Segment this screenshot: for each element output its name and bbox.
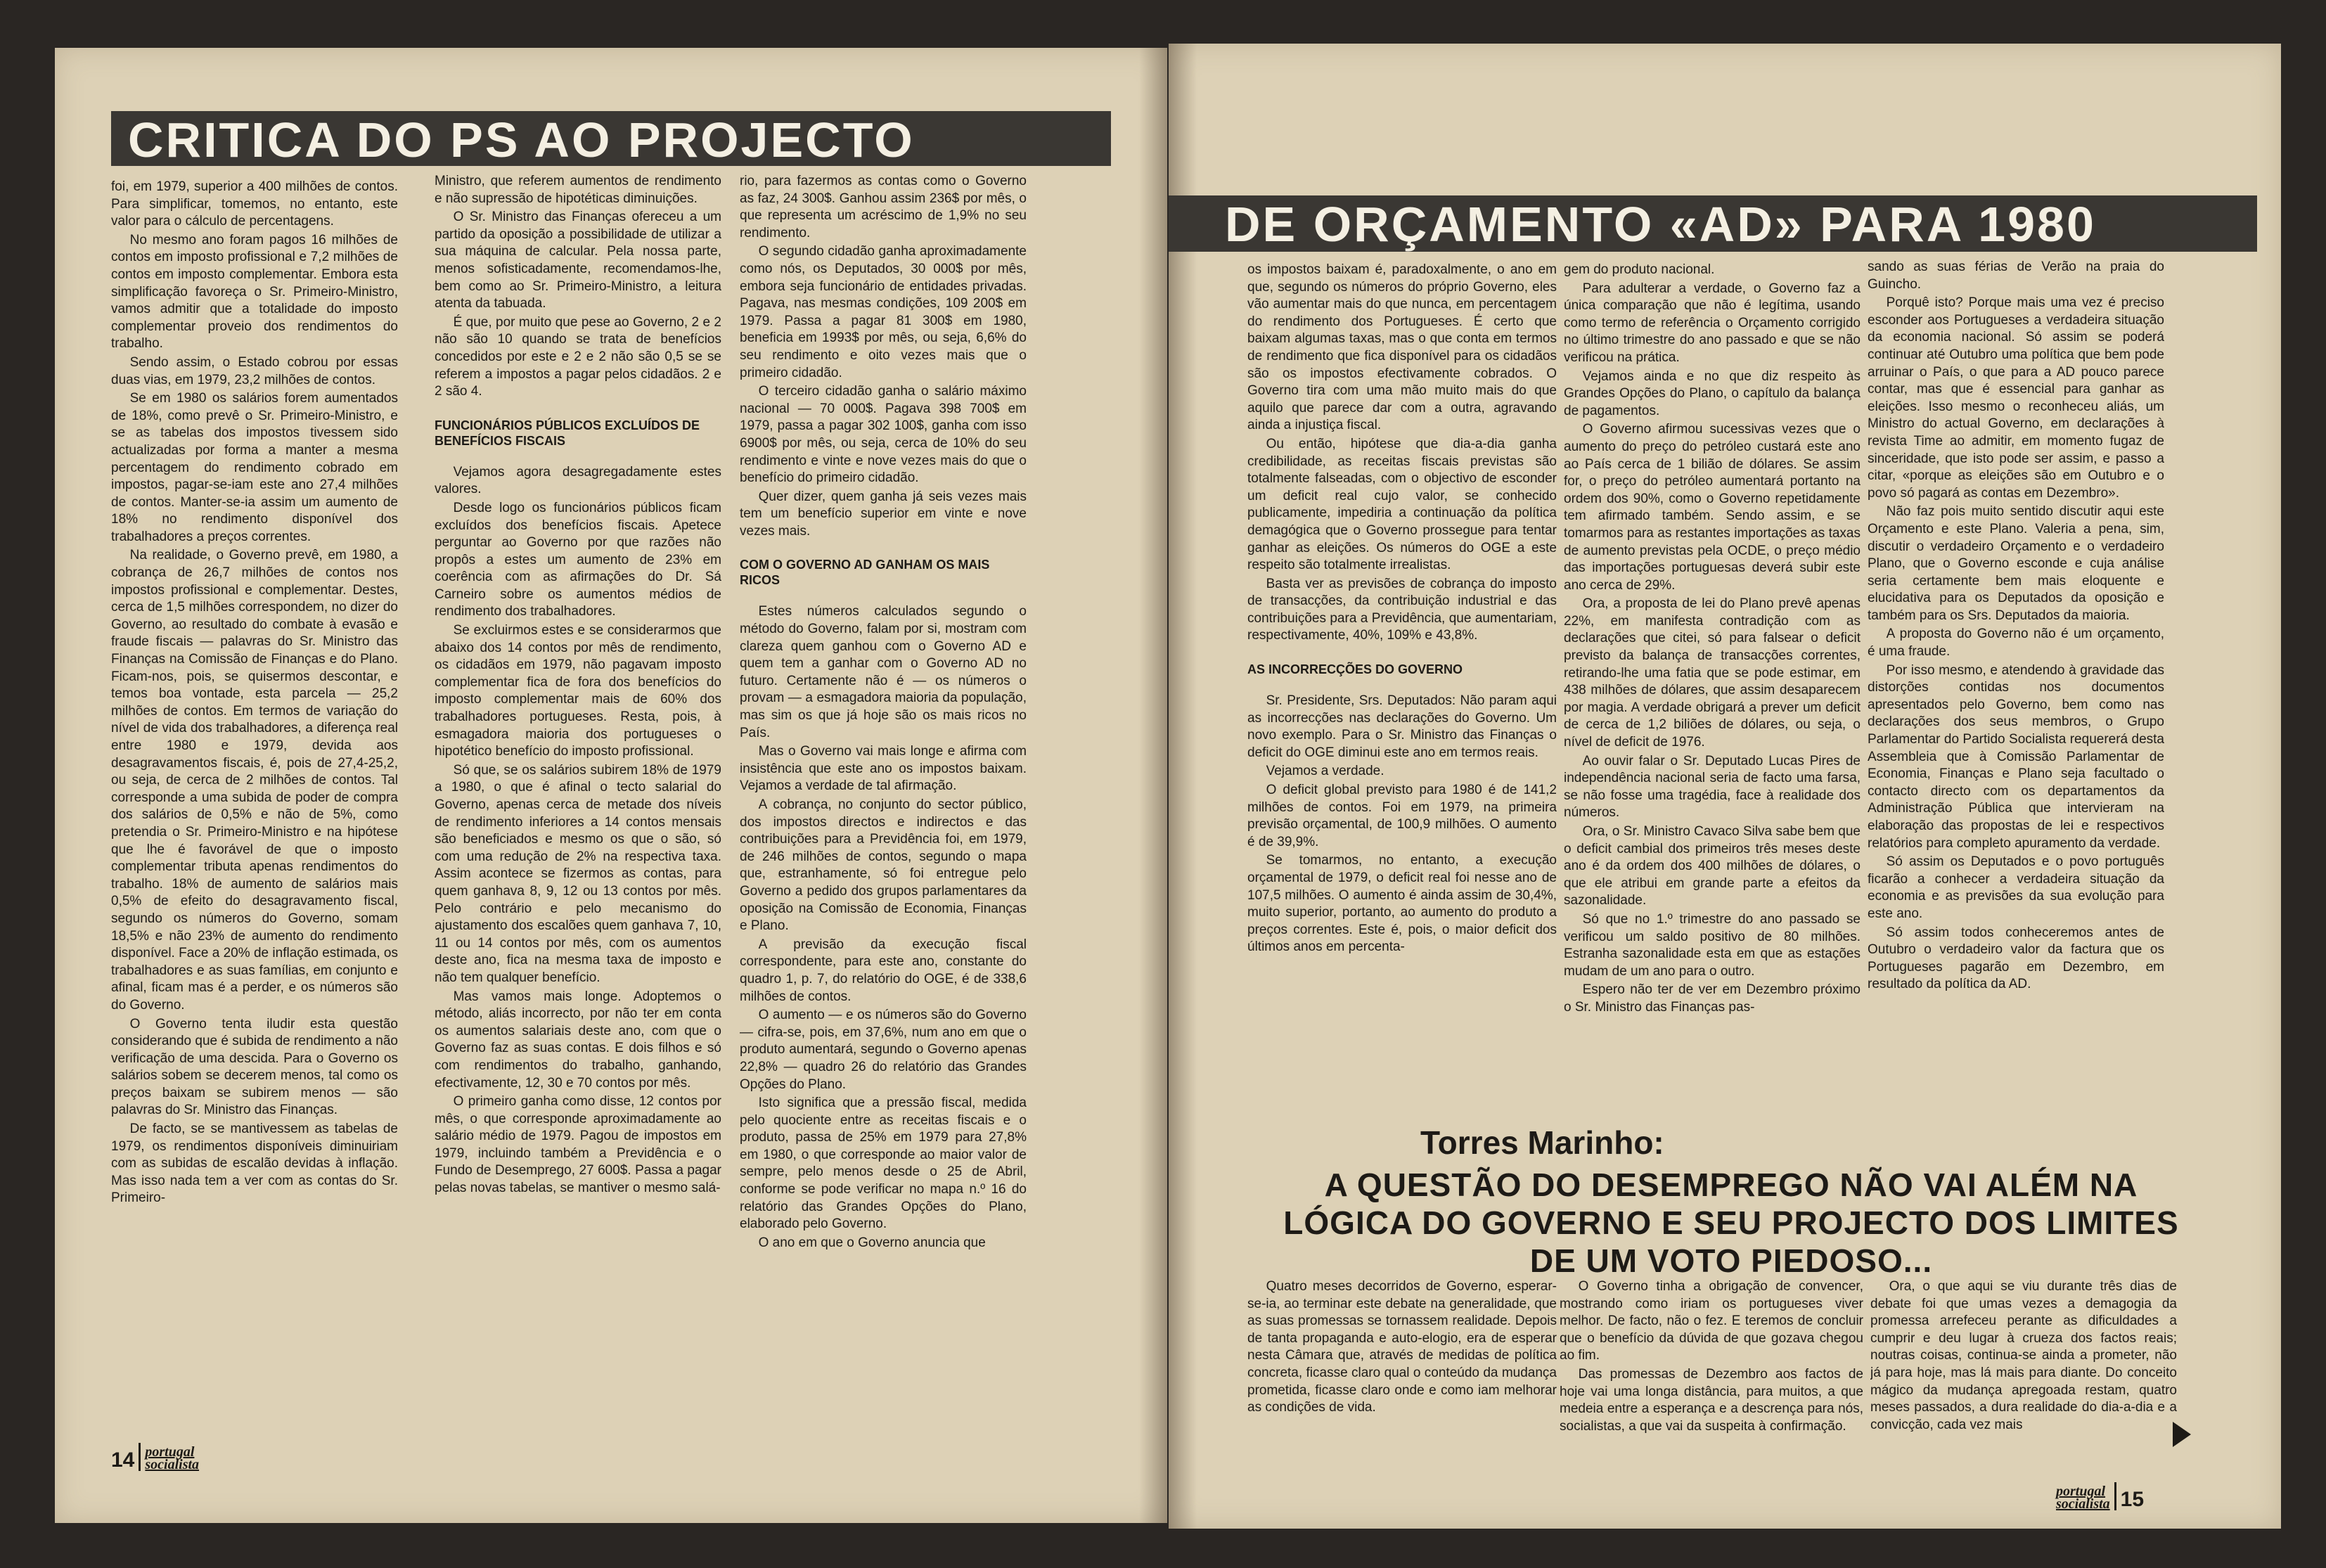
paragraph: No mesmo ano foram pagos 16 milhões de contos em imposto profissional e 7,2 milhões de contos em imposto complementar. Embora esta simplificação favoreça o Sr. Primeiro-Ministro, vamos admitir que a totalidade do imposto complementar proveio dos rendimentos do trabalho.	[111, 232, 398, 352]
sidebar-author: Torres Marinho:	[1420, 1124, 1664, 1161]
continued-arrow-icon	[2173, 1422, 2191, 1447]
paragraph: A proposta do Governo não é um orçamento, é uma fraude.	[1868, 626, 2164, 660]
paragraph: Sendo assim, o Estado cobrou por essas duas vias, em 1979, 23,2 milhões de contos.	[111, 354, 398, 387]
page-number: 14	[111, 1448, 135, 1472]
paragraph: Estes números calculados segundo o método do Governo, falam por si, mostram com clareza quem ganhou com o Governo AD e quem tem a ganhar com o Governo AD no futuro. Certamente não é — os números o provam — a esmagadora maioria da população, mas sim os que já hoje são os mais ricos no País.	[740, 604, 1027, 740]
paragraph: A cobrança, no conjunto do sector público, dos impostos directos e indirectos e das contribuições para a Previdência foi, em 1979, de 246 milhões de contos, segundo o mapa que, estranhamente, só foi entregue pelo Governo a pedido dos grupos parlamentares da oposição na Comissão de Economia, Finanças e Plano.	[740, 797, 1027, 934]
paragraph: os impostos baixam é, paradoxalmente, o ano em que, segundo os números do próprio Governo, eles vão aumentar mais do que nunca, em percentagem do rendimento dos Portugueses. É certo que baixam algumas taxas, mas o que conta em termos de rendimento que fica disponível para os cidadãos são os impostos efectivamente cobrados. O Governo tira com uma mão muito mais do que aquilo que parece dar com a outra, agravando ainda a injustiça fiscal.	[1247, 262, 1557, 433]
paragraph: Só assim todos conheceremos antes de Outubro o verdadeiro valor da factura que os Portugueses pagarão em Dezembro, em resultado da política da AD.	[1868, 925, 2164, 992]
logo-line: socialista	[145, 1457, 200, 1472]
section-heading: FUNCIONÁRIOS PÚBLICOS EXCLUÍDOS DE BENEFÍCIOS FISCAIS	[435, 418, 700, 448]
paragraph: Quatro meses decorridos de Governo, esperar-se-ia, ao terminar este debate na generalidade, que as suas promessas se tornassem realidade. Depois de tanta propaganda e auto-elogio, era de esperar nesta Câmara que, através de medidas de política concreta, ficasse claro qual o conteúdo da mudança prometida, ficasse claro onde e como iam melhorar as condições de vida.	[1247, 1279, 1557, 1415]
paragraph: Na realidade, o Governo prevê, em 1980, a cobrança de 26,7 milhões de contos nos impostos profissional e complementar. Destes, cerca de 1,5 milhões correspondem, no dizer do Governo, ao resultado do combate à evasão e fraude fiscais — palavras do Sr. Ministro das Finanças na Comissão de Finanças e do Plano. Ficam-nos, pois, se quisermos descontar, e temos boa vontade, esta parcela — 25,2 milhões de contos. Em termos de variação do nível de vida dos trabalhadores, a diferença real entre 1980 e 1979, devida aos desagravamentos fiscais, é, pois de 27,4-25,2, ou seja, de cerca de 2 milhões de contos. Tal corresponde a uma subida de poder de compra dos salários de 0,5% e não de 5%, como pretendia o Sr. Primeiro-Ministro e na hipótese que lhe é favorável de que o imposto complementar tributa apenas rendimentos do trabalho. 18% de aumento de salários mais 0,5% de efeito do desagravamento fiscal, segundo os números do Governo, somam 18,5% e não 23% de aumento do rendimento disponível. Face a 20% de inflação estimada, os trabalhadores e as suas famílias, em conjunto e afinal, ficam mas é a perder, e os números são do Governo.	[111, 548, 398, 1013]
paragraph: É que, por muito que pese ao Governo, 2 e 2 não são 10 quando se trata de benefícios concedidos por este e 2 e 2 não são 0,5 se se referem a impostos a pagar pelos cidadãos. 2 e 2 são 4.	[435, 314, 721, 399]
paragraph: O Governo tenta iludir esta questão considerando que é subida de rendimento a não verificação de uma descida. Para o Governo os salários sobem se decerem menos, tal como os preços baixam se subirem menos — são palavras do Sr. Ministro das Finanças.	[111, 1016, 398, 1118]
paragraph: Para adulterar a verdade, o Governo faz a única comparação que não é legítima, usando como termo de referência o Orçamento corrigido no último trimestre do ano passado e que se não verificou na prática.	[1564, 281, 1861, 365]
paragraph: O terceiro cidadão ganha o salário máximo nacional — 70 000$. Pagava 398 700$ em 1979, passa a pagar 302 100$, ganha com isso 6900$ por mês, ou seja, cerca de 10% do seu rendimento e vinte e nove vezes mais do que o benefício do primeiro cidadão.	[740, 384, 1027, 486]
paragraph: Porquê isto? Porque mais uma vez é preciso esconder aos Portugueses a verdadeira situação da economia nacional. Só assim se poderá continuar até Outubro uma política que bem pode arruinar o País, o que para a AD pouco parece contar, mas que é essencial para ganhar as eleições. Isso mesmo o reconheceu aliás, um Ministro do actual Governo, em declarações à revista Time ao admitir, em momento fugaz de sinceridade, que isto pode ser assim, e passo a citar, «porque as eleições são em Outubro e o povo só pagará as contas em Dezembro».	[1868, 295, 2164, 501]
sidebar-headline: A QUESTÃO DO DESEMPREGO NÃO VAI ALÉM NA LÓGICA DO GOVERNO E SEU PROJECTO DOS LIMITES DE UM VOTO PIEDOSO...	[1283, 1167, 2179, 1279]
publication-logo	[2056, 1485, 2110, 1510]
paragraph: Ao ouvir falar o Sr. Deputado Lucas Pires de independência nacional seria de facto uma farsa, se não fosse uma tragédia, face à realidade dos números.	[1564, 753, 1861, 821]
paragraph: Ou então, hipótese que dia-a-dia ganha credibilidade, as receitas fiscais previstas são totalmente falseadas, com o objectivo de esconder um deficit real cujo valor, se conhecido publicamente, impediria a continuação da política demagógica que o Governo prossegue para tentar ganhar as eleições. Os números do OGE a este respeito são totalmente irrealistas.	[1247, 436, 1557, 573]
paragraph: Por isso mesmo, e atendendo à gravidade das distorções contidas nos documentos apresentados pelo Governo, bem como nas declarações dos seus membros, o Grupo Parlamentar do Partido Socialista requererá desta Assembleia que à Comissão Parlamentar de Economia, Finanças e Plano seja facultado o contacto directo com os departamentos da Administração Pública que intervieram na elaboração das propostas de lei e respectivos relatórios para completo apuramento da verdade.	[1868, 662, 2164, 851]
paragraph: Isto significa que a pressão fiscal, medida pelo quociente entre as receitas fiscais e o produto, passa de 25% em 1979 para 27,8% em 1980, o que corresponde ao maior valor de sempre, pelo menos desde o 25 de Abril, conforme se pode verificar no mapa n.º 16 do relatório das Grandes Opções do Plano, elaborado pelo Governo.	[740, 1095, 1027, 1232]
sidebar-column-2	[1560, 1278, 1863, 1489]
paragraph: O primeiro ganha como disse, 12 contos por mês, o que corresponde aproximadamente ao salário médio de 1979. Pagou de impostos em 1979, incluindo também a Previdência e o Fundo de Desemprego, 27 600$. Passa a pagar pelas novas tabelas, se mantiver o mesmo salá-	[435, 1094, 721, 1196]
page-number: 15	[2120, 1488, 2145, 1511]
paragraph: Vejamos agora desagregadamente estes valores.	[435, 464, 721, 497]
paragraph: Das promessas de Dezembro aos factos de hoje vai uma longa distância, para muitos, a que medeia entre a esperança e a descrença para nós, socialistas, a que vai da suspeita à confirmação.	[1560, 1366, 1863, 1434]
paragraph: Ora, o que aqui se viu durante três dias de debate foi que umas vezes a demagogia da promessa arrefeceu perante as dificuldades a cumprir e deu lugar à crueza dos factos reais; noutras coisas, continua-se ainda a prometer, não já para hoje, mas lá mais para diante. Do conceito mágico da mudança apregoada restam, quatro meses passados, a dura realidade do dia-a-dia e a convicção, cada vez mais	[1870, 1279, 2177, 1432]
paragraph: O Governo tinha a obrigação de convencer, mostrando como iriam os portugueses viver melhor. De facto, não o fez. E teremos de concluir que o benefício da dúvida de que gozava chegou ao fim.	[1560, 1279, 1863, 1363]
paragraph: Desde logo os funcionários públicos ficam excluídos dos benefícios fiscais. Apetece perguntar ao Governo por que razões não propôs a estes um aumento de 23% em coerência com as afirmações do Dr. Sá Carneiro sobre os aumentos médios de rendimento dos trabalhadores.	[435, 500, 721, 619]
sidebar-column-3	[1870, 1278, 2177, 1489]
paragraph: Sr. Presidente, Srs. Deputados: Não param aqui as incorrecções nas declarações do Governo. Um novo exemplo. Para o Sr. Ministro das Finanças o deficit do OGE diminui este ano em termos reais.	[1247, 693, 1557, 760]
paragraph: O Governo afirmou sucessivas vezes que o aumento do preço do petróleo custará este ano ao País cerca de 1 bilião de dólares. Se assim for, o preço do petróleo aumentará portanto na ordem dos 90%, como o Governo repetidamente tem afirmado também. Sendo assim, e se tomarmos para as restantes importações as taxas de aumento previstas pela OCDE, o preço médio das importações portuguesas deverá subir este ano cerca de 29%.	[1564, 422, 1861, 593]
article-column-1	[111, 179, 398, 1416]
paragraph: foi, em 1979, superior a 400 milhões de contos. Para simplificar, tomemos, no entanto, este valor para o cálculo de percentagens.	[111, 179, 398, 229]
paragraph: Só que no 1.º trimestre do ano passado se verificou um saldo positivo de 80 milhões. Estranha sazonalidade esta em que as estações mudam de um ano para o outro.	[1564, 911, 1861, 979]
paragraph: De facto, se se mantivessem as tabelas de 1979, os rendimentos disponíveis diminuiriam com as subidas de escalão devidas à inflação. Mas isso nada tem a ver com as contas do Sr. Primeiro-	[111, 1122, 398, 1206]
paragraph: Só que, se os salários subirem 18% de 1979 a 1980, o que é afinal o tecto salarial do Governo, apenas cerca de metade dos níveis de rendimento inferiores a 14 contos mensais são beneficiados e mesmo os que o são, só com uma redução de 2% na respectiva taxa. Assim acontece se fizermos as contas, para quem ganhava 8, 9, 12 ou 13 contos por mês. Pelo contrário e pelo mecanismo do ajustamento dos escalões quem ganhava 7, 10, 11 ou 14 contos por mês, com os aumentos deste ano, fica na mesma taxa de imposto e não tem qualquer benefício.	[435, 762, 721, 985]
sidebar-column-1	[1247, 1278, 1557, 1489]
article-column-2	[435, 173, 721, 1418]
headline-banner-right: DE ORÇAMENTO «AD» PARA 1980	[1169, 195, 2257, 252]
paragraph: gem do produto nacional.	[1564, 262, 1715, 277]
gutter-shadow	[1169, 44, 1197, 1529]
paragraph: Se tomarmos, no entanto, a execução orçamental de 1979, o deficit real foi nesse ano de 107,5 milhões. O aumento é ainda assim de 30,4%, muito superior, portanto, ao aumento do produto a preços correntes. Este é, pois, o maior deficit dos últimos anos em percenta-	[1247, 853, 1557, 955]
paragraph: A previsão da execução fiscal correspondente, para este ano, constante do quadro 1, p. 7, do relatório do OGE, é de 338,6 milhões de contos.	[740, 937, 1027, 1004]
right-page	[1169, 44, 2281, 1529]
paragraph: Só assim os Deputados e o povo português ficarão a conhecer a verdadeira situação da economia e as previsões da sua evolução para este ano.	[1868, 854, 2164, 921]
paragraph: Não faz pois muito sentido discutir aqui este Orçamento e este Plano. Valeria a pena, sim, discutir o verdadeiro Orçamento e o verdadeiro Plano, que o Governo esconde e cuja análise seria certamente bem mais eloquente e elucidativa para os Deputados da oposição e também para os Srs. Deputados da maioria.	[1868, 504, 2164, 623]
headline-banner-left: CRITICA DO PS AO PROJECTO	[111, 111, 1111, 166]
logo-line: portugal	[145, 1444, 195, 1460]
article-column-5	[1564, 262, 1861, 1077]
paragraph: Espero não ter de ver em Dezembro próximo o Sr. Ministro das Finanças pas-	[1564, 982, 1861, 1015]
paragraph: O segundo cidadão ganha aproximadamente como nós, os Deputados, 30 000$ por mês, embora seja funcionário de entidades privadas. Pagava, nas mesmas condições, 109 200$ em 1979. Passa a pagar 81 300$ em 1980, beneficia em 1993$ por mês, ou seja, 6,6% do seu rendimento e oito vezes mais que o primeiro cidadão.	[740, 244, 1027, 380]
logo-line: portugal	[2056, 1484, 2106, 1499]
folio-left	[111, 1443, 199, 1471]
paragraph: rio, para fazermos as contas como o Governo as faz, 24 300$. Ganhou assim 236$ por mês, o que representa um acréscimo de 1,9% no seu rendimento.	[740, 174, 1027, 240]
section-heading: COM O GOVERNO AD GANHAM OS MAIS RICOS	[740, 558, 990, 588]
paragraph: Quer dizer, quem ganha já seis vezes mais tem um benefício superior em vinte e nove vezes mais.	[740, 489, 1027, 539]
paragraph: Ora, o Sr. Ministro Cavaco Silva sabe bem que o deficit cambial dos primeiros três meses deste ano é da ordem dos 400 milhões de dólares, o que ele atribui em grande parte a efeitos da sazonalidade.	[1564, 824, 1861, 908]
paragraph: Mas vamos mais longe. Adoptemos o método, aliás incorrecto, por não ter em conta os aumentos salariais deste ano, com que o Governo faz as suas contas. E dois filhos e só com rendimentos do trabalho, ganhando, efectivamente, 12, 30 e 70 contos por mês.	[435, 989, 721, 1091]
folio-divider	[2114, 1482, 2116, 1510]
paragraph: Mas o Governo vai mais longe e afirma com insistência que este ano os impostos baixam. Vejamos a verdade de tal afirmação.	[740, 744, 1027, 794]
article-column-3	[740, 173, 1027, 1418]
paragraph: O deficit global previsto para 1980 é de 141,2 milhões de contos. Foi em 1979, na primeira previsão orçamental, de 100,9 milhões. O aumento é de 39,9%.	[1247, 783, 1557, 849]
paragraph: sando as suas férias de Verão na praia do Guincho.	[1868, 259, 2164, 292]
section-heading: AS INCORRECÇÕES DO GOVERNO	[1247, 662, 1463, 677]
logo-line: socialista	[2056, 1496, 2110, 1512]
paragraph: Vejamos a verdade.	[1266, 764, 1384, 779]
publication-logo	[145, 1446, 199, 1471]
paragraph: Basta ver as previsões de cobrança do imposto de transacções, da contribuição industrial e das contribuições para a Previdência, que aumentariam, respectivamente, 40%, 109% e 43,8%.	[1247, 576, 1557, 643]
paragraph: O ano em que o Governo anuncia que	[758, 1235, 986, 1250]
paragraph: Se excluirmos estes e se considerarmos que abaixo dos 14 contos por mês de rendimento, os cidadãos em 1979, não pagavam imposto complementar fica de fora dos benefícios do imposto complementar mais de 60% dos trabalhadores portugueses. Resta, pois, à esmagadora maioria dos portugueses o hipotético benefício do imposto profissional.	[435, 623, 721, 759]
paragraph: Ora, a proposta de lei do Plano prevê apenas 22%, em manifesta contradição com as declarações que citei, só para falsear o deficit previsto da balança de transacções correntes, retirando-lhe uma fatia que se pode estimar, em 438 milhões de dólares, que assim desaparecem por magia. A verdade obrigará a prever um deficit de cerca de 1,2 biliões de dólares, ou seja, o nível de deficit de 1976.	[1564, 596, 1861, 750]
paragraph: Vejamos ainda e no que diz respeito às Grandes Opções do Plano, o capítulo da balança de pagamentos.	[1564, 368, 1861, 418]
article-column-6	[1868, 259, 2164, 1074]
paragraph: Se em 1980 os salários forem aumentados de 18%, como prevê o Sr. Primeiro-Ministro, e se as tabelas dos impostos tivessem sido actualizadas por forma a manter a mesma percentagem do rendimento cobrado em impostos, pagar-se-iam este ano 27,4 milhões de contos. Manter-se-ia assim um aumento de 18% no rendimento disponível dos trabalhadores a preços correntes.	[111, 391, 398, 544]
paragraph: Ministro, que referem aumentos de rendimento e não supressão de hipotéticas diminuições.	[435, 174, 721, 206]
paragraph: O aumento — e os números são do Governo — cifra-se, pois, em 37,6%, num ano em que o produto aumentará, segundo o Governo apenas 22,8% — quadro 26 do relatório das Grandes Opções do Plano.	[740, 1008, 1027, 1092]
gutter-shadow	[1139, 48, 1167, 1523]
folio-divider	[139, 1443, 141, 1471]
article-column-4	[1247, 262, 1557, 1077]
folio-right	[2056, 1482, 2144, 1510]
paragraph: O Sr. Ministro das Finanças ofereceu a um partido da oposição a possibilidade de utilizar a sua máquina de calcular. Pela nossa parte, menos sofisticadamente, recomendamos-lhe, bem como ao Sr. Primeiro-Ministro, a leitura atenta da tabuada.	[435, 210, 721, 311]
